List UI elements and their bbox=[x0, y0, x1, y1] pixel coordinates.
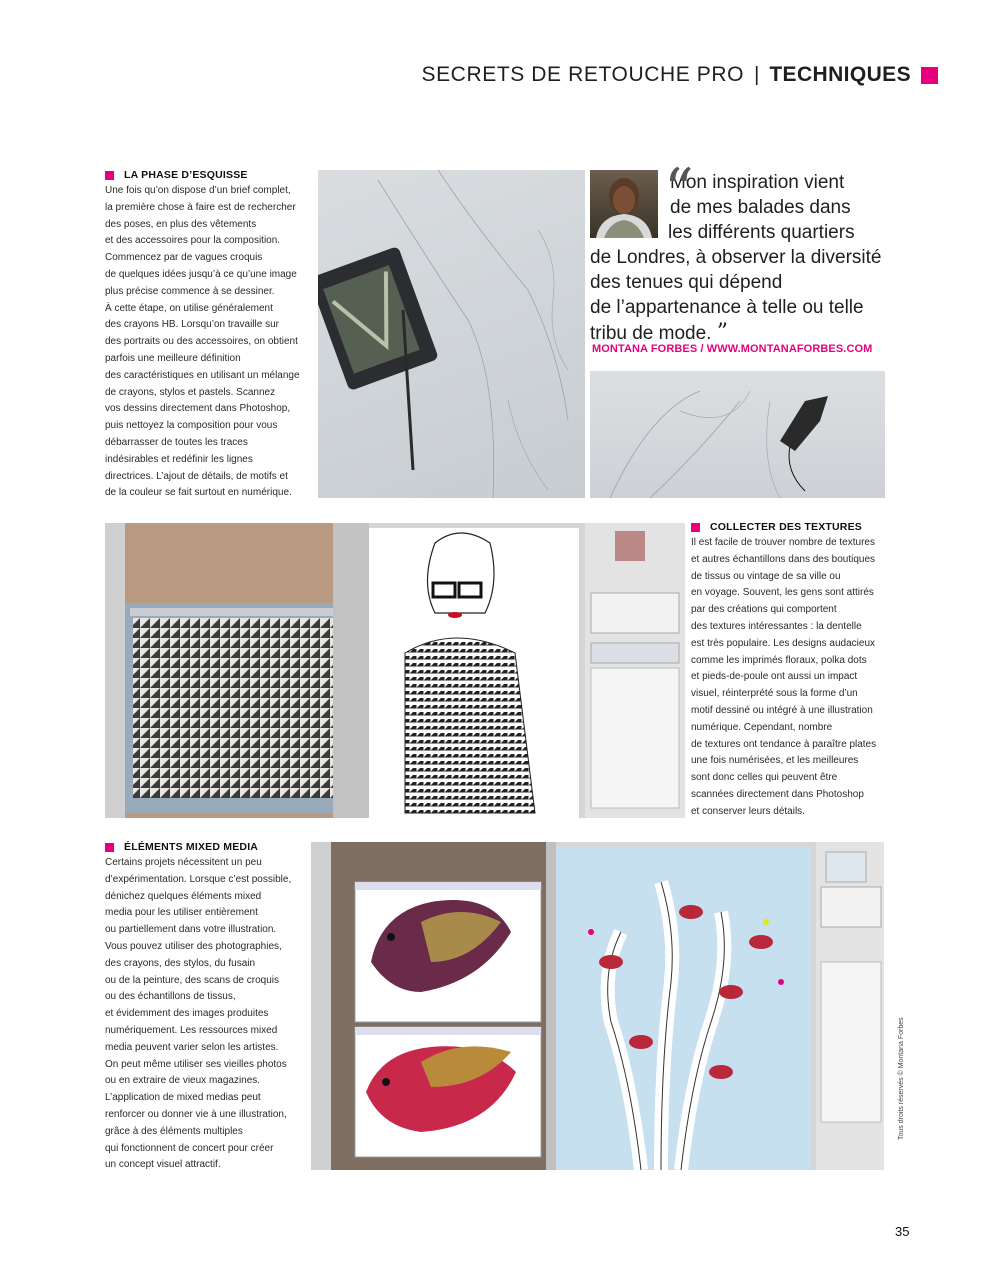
quote-line: tribu de mode. ” bbox=[590, 320, 728, 345]
sketch-pencil-photo bbox=[318, 170, 585, 498]
body-line: et des accessoires pour la composition. bbox=[105, 235, 281, 247]
close-quote-icon: ” bbox=[716, 320, 728, 345]
body-line: Vous pouvez utiliser des photographies, bbox=[105, 940, 282, 952]
body-line: la première chose à faire est de rechercher bbox=[105, 201, 296, 213]
body-line: et autres échantillons dans des boutiques bbox=[691, 553, 876, 565]
photoshop-houndstooth-canvas bbox=[105, 523, 685, 818]
sketch-lines bbox=[318, 170, 585, 498]
header-separator: | bbox=[754, 63, 760, 86]
body-line: des portraits ou des accessoires, on obtient bbox=[105, 336, 298, 348]
body-line: Certains projets nécessitent un peu bbox=[105, 857, 262, 868]
quote-line: de mes balades dans bbox=[670, 197, 851, 218]
body-line: media pour les utiliser entièrement bbox=[105, 907, 258, 919]
bullet-square-icon bbox=[105, 843, 114, 852]
rights-credit: Tous droits réservés © Montana Forbes bbox=[898, 1017, 905, 1140]
body-line: des textures intéressantes : la dentelle bbox=[691, 620, 862, 632]
body-line: de la couleur se fait surtout en numérique. bbox=[105, 487, 292, 499]
section-body-esquisse bbox=[105, 183, 315, 502]
body-line: numériquement. Les ressources mixed bbox=[105, 1024, 278, 1036]
photoshop-houndstooth-screenshot bbox=[105, 523, 685, 818]
body-line: indésirables et redéfinir les lignes bbox=[105, 453, 253, 465]
body-line: de tissus ou vintage de sa ville ou bbox=[691, 570, 841, 582]
body-line: et pieds-de-poule ont aussi un impact bbox=[691, 671, 858, 683]
photoshop-mixed-media-canvas bbox=[311, 842, 884, 1170]
body-line: scannées directement dans Photoshop bbox=[691, 788, 864, 800]
section-heading-label: COLLECTER DES TEXTURES bbox=[710, 521, 862, 533]
quote-line: Mon inspiration vient bbox=[670, 172, 845, 193]
bullet-square-icon bbox=[105, 171, 114, 180]
body-line: une fois numérisées, et les meilleures bbox=[691, 755, 859, 767]
section-heading-mixed-media bbox=[105, 841, 258, 853]
section-heading-label: LA PHASE D’ESQUISSE bbox=[124, 169, 248, 181]
body-line: L’application de mixed medias peut bbox=[105, 1092, 261, 1104]
body-line: de quelques idées jusqu’à ce qu’une image bbox=[105, 268, 297, 280]
body-line: On peut même utiliser ses vieilles photos bbox=[105, 1058, 287, 1070]
body-line: un concept visuel attractif. bbox=[105, 1159, 221, 1171]
body-line: visuel, réinterprété sous la forme d’un bbox=[691, 688, 858, 700]
bullet-square-icon bbox=[691, 523, 700, 532]
section-heading-textures bbox=[691, 521, 862, 533]
body-line: de textures ont tendance à paraître plates bbox=[691, 738, 877, 750]
quote-author: MONTANA FORBES bbox=[592, 343, 698, 355]
running-header bbox=[421, 60, 938, 90]
header-section-title: SECRETS DE RETOUCHE PRO bbox=[421, 63, 745, 86]
body-line: qui fonctionnent de concert pour créer bbox=[105, 1142, 274, 1154]
pull-quote bbox=[590, 170, 890, 346]
quote-line: des tenues qui dépend bbox=[590, 272, 783, 293]
quote-line: les différents quartiers bbox=[668, 222, 855, 243]
header-category: TECHNIQUES bbox=[769, 63, 911, 86]
body-line: des crayons, des stylos, du fusain bbox=[105, 957, 256, 969]
quote-website-link[interactable]: WWW.MONTANAFORBES.COM bbox=[706, 343, 873, 355]
body-line: Une fois qu’on dispose d’un brief complet, bbox=[105, 185, 291, 196]
section-heading-esquisse bbox=[105, 169, 248, 181]
body-line: comme les imprimés floraux, polka dots bbox=[691, 654, 867, 666]
body-line: des poses, en plus des vêtements bbox=[105, 218, 257, 230]
body-line: Commencez par de vagues croquis bbox=[105, 252, 263, 264]
body-line: est très populaire. Les designs audacieux bbox=[691, 637, 876, 649]
sketch-lace-photo bbox=[590, 371, 885, 498]
body-line: par des créations qui comportent bbox=[691, 604, 837, 616]
body-line: d’expérimentation. Lorsque c’est possible, bbox=[105, 873, 292, 885]
open-quote-icon: “ bbox=[664, 156, 694, 224]
credit-separator: / bbox=[697, 343, 707, 355]
body-line: puis nettoyez la composition pour vous bbox=[105, 420, 278, 432]
body-line: dénichez quelques éléments mixed bbox=[105, 890, 262, 902]
body-line: débarrasser de toutes les traces bbox=[105, 436, 248, 448]
body-line: ou partiellement dans votre illustration. bbox=[105, 924, 277, 936]
body-line: media peuvent varier selon les artistes. bbox=[105, 1041, 279, 1053]
quote-line: de l’appartenance à telle ou telle bbox=[590, 297, 864, 318]
body-line: grâce à des éléments multiples bbox=[105, 1125, 243, 1137]
body-line: de crayons, stylos et pastels. Scannez bbox=[105, 386, 276, 398]
body-line: motif dessiné ou intégré à une illustration bbox=[691, 704, 873, 716]
body-line: ou de la peinture, des scans de croquis bbox=[105, 974, 279, 986]
body-line: des caractéristiques en utilisant un mélange bbox=[105, 369, 300, 381]
body-line: des crayons HB. Lorsqu’on travaille sur bbox=[105, 319, 279, 331]
body-line: vos dessins directement dans Photoshop, bbox=[105, 403, 291, 415]
photoshop-mixed-media-screenshot bbox=[311, 842, 884, 1170]
body-line: plus précise commence à se dessiner. bbox=[105, 285, 275, 297]
section-heading-label: ÉLÉMENTS MIXED MEDIA bbox=[124, 841, 259, 853]
body-line: ou en extraire de vieux magazines. bbox=[105, 1075, 261, 1087]
header-accent-square bbox=[921, 67, 938, 84]
body-line: Il est facile de trouver nombre de textures bbox=[691, 537, 875, 548]
section-body-textures bbox=[691, 535, 891, 821]
body-line: ou des échantillons de tissus, bbox=[105, 991, 236, 1003]
body-line: et évidemment des images produites bbox=[105, 1008, 269, 1020]
section-body-mixed-media bbox=[105, 855, 310, 1174]
quote-line: de Londres, à observer la diversité bbox=[590, 247, 882, 268]
body-line: parfois une meilleure définition bbox=[105, 352, 241, 364]
body-line: À cette étape, on utilise généralement bbox=[105, 302, 273, 314]
quote-credit bbox=[592, 343, 872, 355]
lace-sketch bbox=[590, 371, 885, 498]
page-number: 35 bbox=[895, 1224, 910, 1239]
body-line: en voyage. Souvent, les gens sont attirés bbox=[691, 587, 874, 599]
body-line: directrices. L’ajout de détails, de motifs et bbox=[105, 470, 288, 482]
body-line: sont donc celles qui peuvent être bbox=[691, 772, 838, 784]
body-line: renforcer ou donner vie à une illustration, bbox=[105, 1108, 287, 1120]
body-line: et conserver leurs détails. bbox=[691, 805, 805, 817]
body-line: numérique. Cependant, nombre bbox=[691, 721, 833, 733]
